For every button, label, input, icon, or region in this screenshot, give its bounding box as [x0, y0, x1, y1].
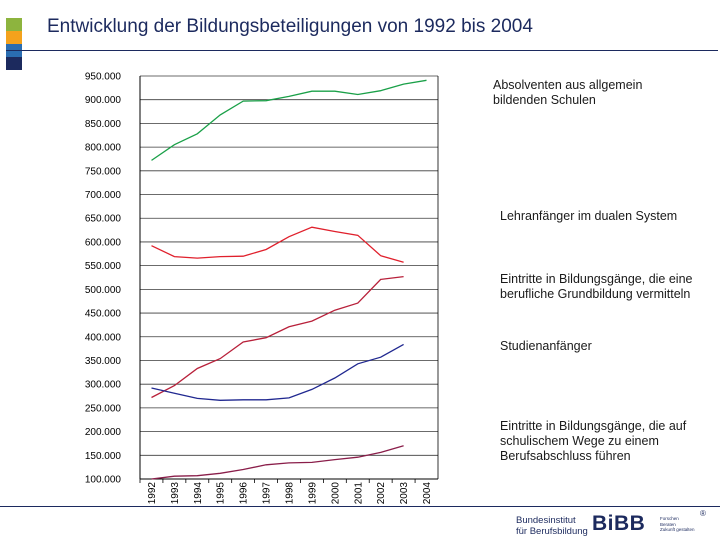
x-tick-label: 2001 — [353, 482, 365, 505]
y-tick-label: 550.000 — [84, 261, 121, 273]
x-tick-label: 1995 — [215, 482, 227, 505]
x-tick-label: 2003 — [399, 482, 411, 505]
legend-lehranfaenger: Lehranfänger im dualen System — [500, 209, 678, 223]
x-tick-label: 2002 — [376, 482, 388, 505]
legend-berufliche-grundbildung: Eintritte in Bildungsgänge, die eine berufliche Grundbildung vermitteln — [500, 272, 693, 301]
y-axis-ticks — [85, 72, 122, 486]
tagline-2: Beraten — [660, 521, 676, 527]
logo-tagline — [660, 516, 695, 533]
org-name — [516, 515, 588, 537]
x-tick-label: 1994 — [192, 482, 204, 505]
x-tick-label: 1992 — [146, 482, 158, 505]
series-line-1 — [152, 80, 427, 160]
tagline-3: Zukunft gestalten — [660, 527, 695, 532]
x-tick-label: 1997 — [261, 482, 273, 505]
y-tick-label: 100.000 — [84, 474, 121, 486]
y-tick-label: 200.000 — [84, 427, 121, 439]
series-line-2 — [152, 227, 404, 262]
y-tick-label: 300.000 — [84, 379, 121, 391]
chart-series — [152, 80, 427, 479]
y-tick-label: 700.000 — [84, 190, 121, 202]
series-line-5 — [152, 446, 404, 479]
y-tick-label: 750.000 — [84, 166, 121, 178]
page-title: Entwicklung der Bildungsbeteiligungen von 1992 bis 2004 — [47, 16, 533, 37]
x-tick-label: 1999 — [307, 482, 319, 505]
footer-divider — [0, 506, 720, 507]
y-tick-label: 850.000 — [84, 118, 121, 130]
y-tick-label: 900.000 — [84, 95, 121, 107]
y-tick-label: 250.000 — [84, 403, 121, 415]
series-line-4 — [152, 344, 404, 400]
x-tick-label: 2000 — [330, 482, 342, 505]
x-axis-ticks — [140, 479, 433, 504]
legend-studienanfaenger: Studienanfänger — [500, 339, 592, 353]
y-tick-label: 500.000 — [84, 284, 121, 296]
x-tick-label: 1996 — [238, 482, 250, 505]
y-tick-label: 450.000 — [84, 308, 121, 320]
y-tick-label: 400.000 — [84, 332, 121, 344]
y-tick-label: 600.000 — [84, 237, 121, 249]
y-tick-label: 800.000 — [84, 142, 121, 154]
bibb-logo: BiBB — [592, 512, 646, 535]
y-tick-label: 950.000 — [84, 71, 121, 83]
org-name-line1: Bundesinstitut — [516, 515, 576, 526]
y-tick-label: 350.000 — [84, 355, 121, 367]
y-tick-label: 650.000 — [84, 213, 121, 225]
legend-absolventen: Absolventen aus allgemein bildenden Schulen — [493, 78, 643, 107]
legend-schulischer-berufsabschluss: Eintritte in Bildungsgänge, die auf schulischem Wege zu einem Berufsabschluss führen — [500, 419, 687, 463]
org-name-line2: für Berufsbildung — [516, 526, 588, 537]
x-tick-label: 2004 — [422, 482, 434, 505]
x-tick-label: 1998 — [284, 482, 296, 505]
registered-mark: ® — [700, 509, 706, 518]
x-tick-label: 1993 — [169, 482, 181, 505]
tagline-1: Forschen — [660, 516, 679, 521]
y-tick-label: 150.000 — [84, 450, 121, 462]
